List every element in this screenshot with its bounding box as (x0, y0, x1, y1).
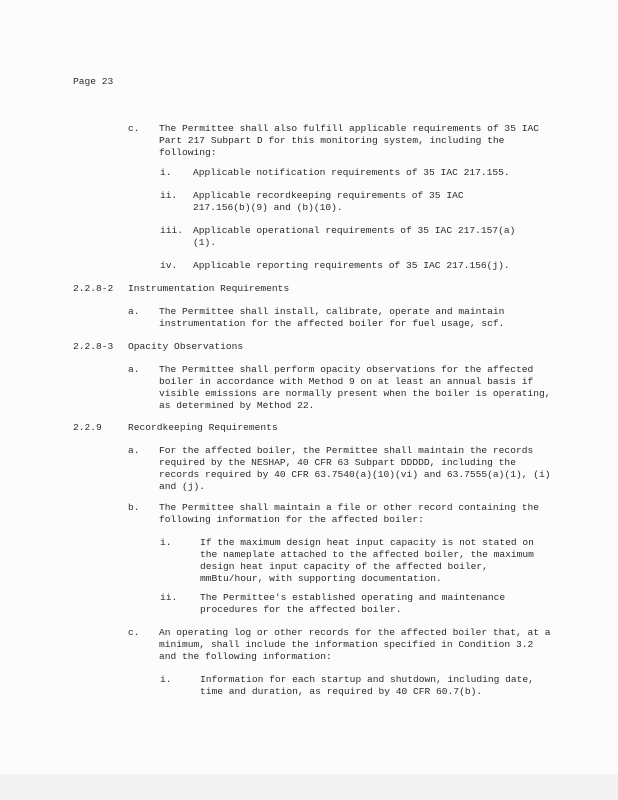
item-a-label: a. (128, 306, 140, 317)
item-a-text: The Permittee shall perform opacity observations for the affected boiler in accordance with Method 9 on at least an annual basis if visible emissions are normally present when the boiler is operating, as determined by Method 22. (159, 364, 551, 411)
item-b-text: The Permittee shall maintain a file or other record containing the following information for the affected boiler: (159, 502, 539, 525)
section-number: 2.2.8-3 (73, 341, 114, 352)
subitem-label: iv. (160, 260, 178, 271)
subitem-text: Applicable operational requirements of 35 IAC 217.157(a)(1). (193, 225, 516, 248)
subitem-label: i. (160, 537, 172, 548)
item-b-label: b. (128, 502, 140, 513)
item-a-text: The Permittee shall install, calibrate, operate and maintain instrumentation for the affected boiler for fuel usage, scf. (159, 306, 505, 329)
subitem-text: Applicable recordkeeping requirements of 35 IAC 217.156(b)(9) and (b)(10). (193, 190, 464, 213)
section-heading: Opacity Observations (128, 341, 244, 352)
section-number: 2.2.9 (73, 422, 102, 433)
subitem-label: ii. (160, 592, 178, 603)
item-c-label: c. (128, 123, 140, 134)
subitem-label: i. (160, 167, 172, 178)
section-heading: Recordkeeping Requirements (128, 422, 278, 433)
item-a-label: a. (128, 445, 140, 456)
subitem-text: The Permittee's established operating and maintenance procedures for the affected boiler. (200, 592, 506, 615)
item-a-text: For the affected boiler, the Permittee shall maintain the records required by the NESHAP, 40 CFR 63 Subpart DDDDD, including the records required by 40 CFR 63.7540(a)(10)(vi) and 63.7555(a)(1), (i) and (j). (159, 445, 551, 492)
subitem-text: If the maximum design heat input capacity is not stated on the nameplate attached to the affected boiler, the maximum design heat input capacity of the affected boiler, mmBtu/hour, with supporting documentation. (200, 537, 534, 584)
subitem-label: iii. (160, 225, 184, 236)
subitem-label: ii. (160, 190, 178, 201)
section-number: 2.2.8-2 (73, 283, 114, 294)
item-c-text: An operating log or other records for the affected boiler that, at a minimum, shall include the information specified in Condition 3.2 and the following information: (159, 627, 551, 662)
subitem-text: Applicable reporting requirements of 35 IAC 217.156(j). (193, 260, 510, 271)
item-c-label: c. (128, 627, 140, 638)
subitem-text: Information for each startup and shutdown, including date, time and duration, as required by 40 CFR 60.7(b). (200, 674, 534, 697)
subitem-text: Applicable notification requirements of 35 IAC 217.155. (193, 167, 510, 178)
section-heading: Instrumentation Requirements (128, 283, 290, 294)
item-a-label: a. (128, 364, 140, 375)
page-bottom-band (0, 774, 618, 800)
page-number: Page 23 (73, 76, 114, 87)
item-c-text: The Permittee shall also fulfill applicable requirements of 35 IAC Part 217 Subpart D for this monitoring system, including the following: (159, 123, 539, 158)
subitem-label: i. (160, 674, 172, 685)
